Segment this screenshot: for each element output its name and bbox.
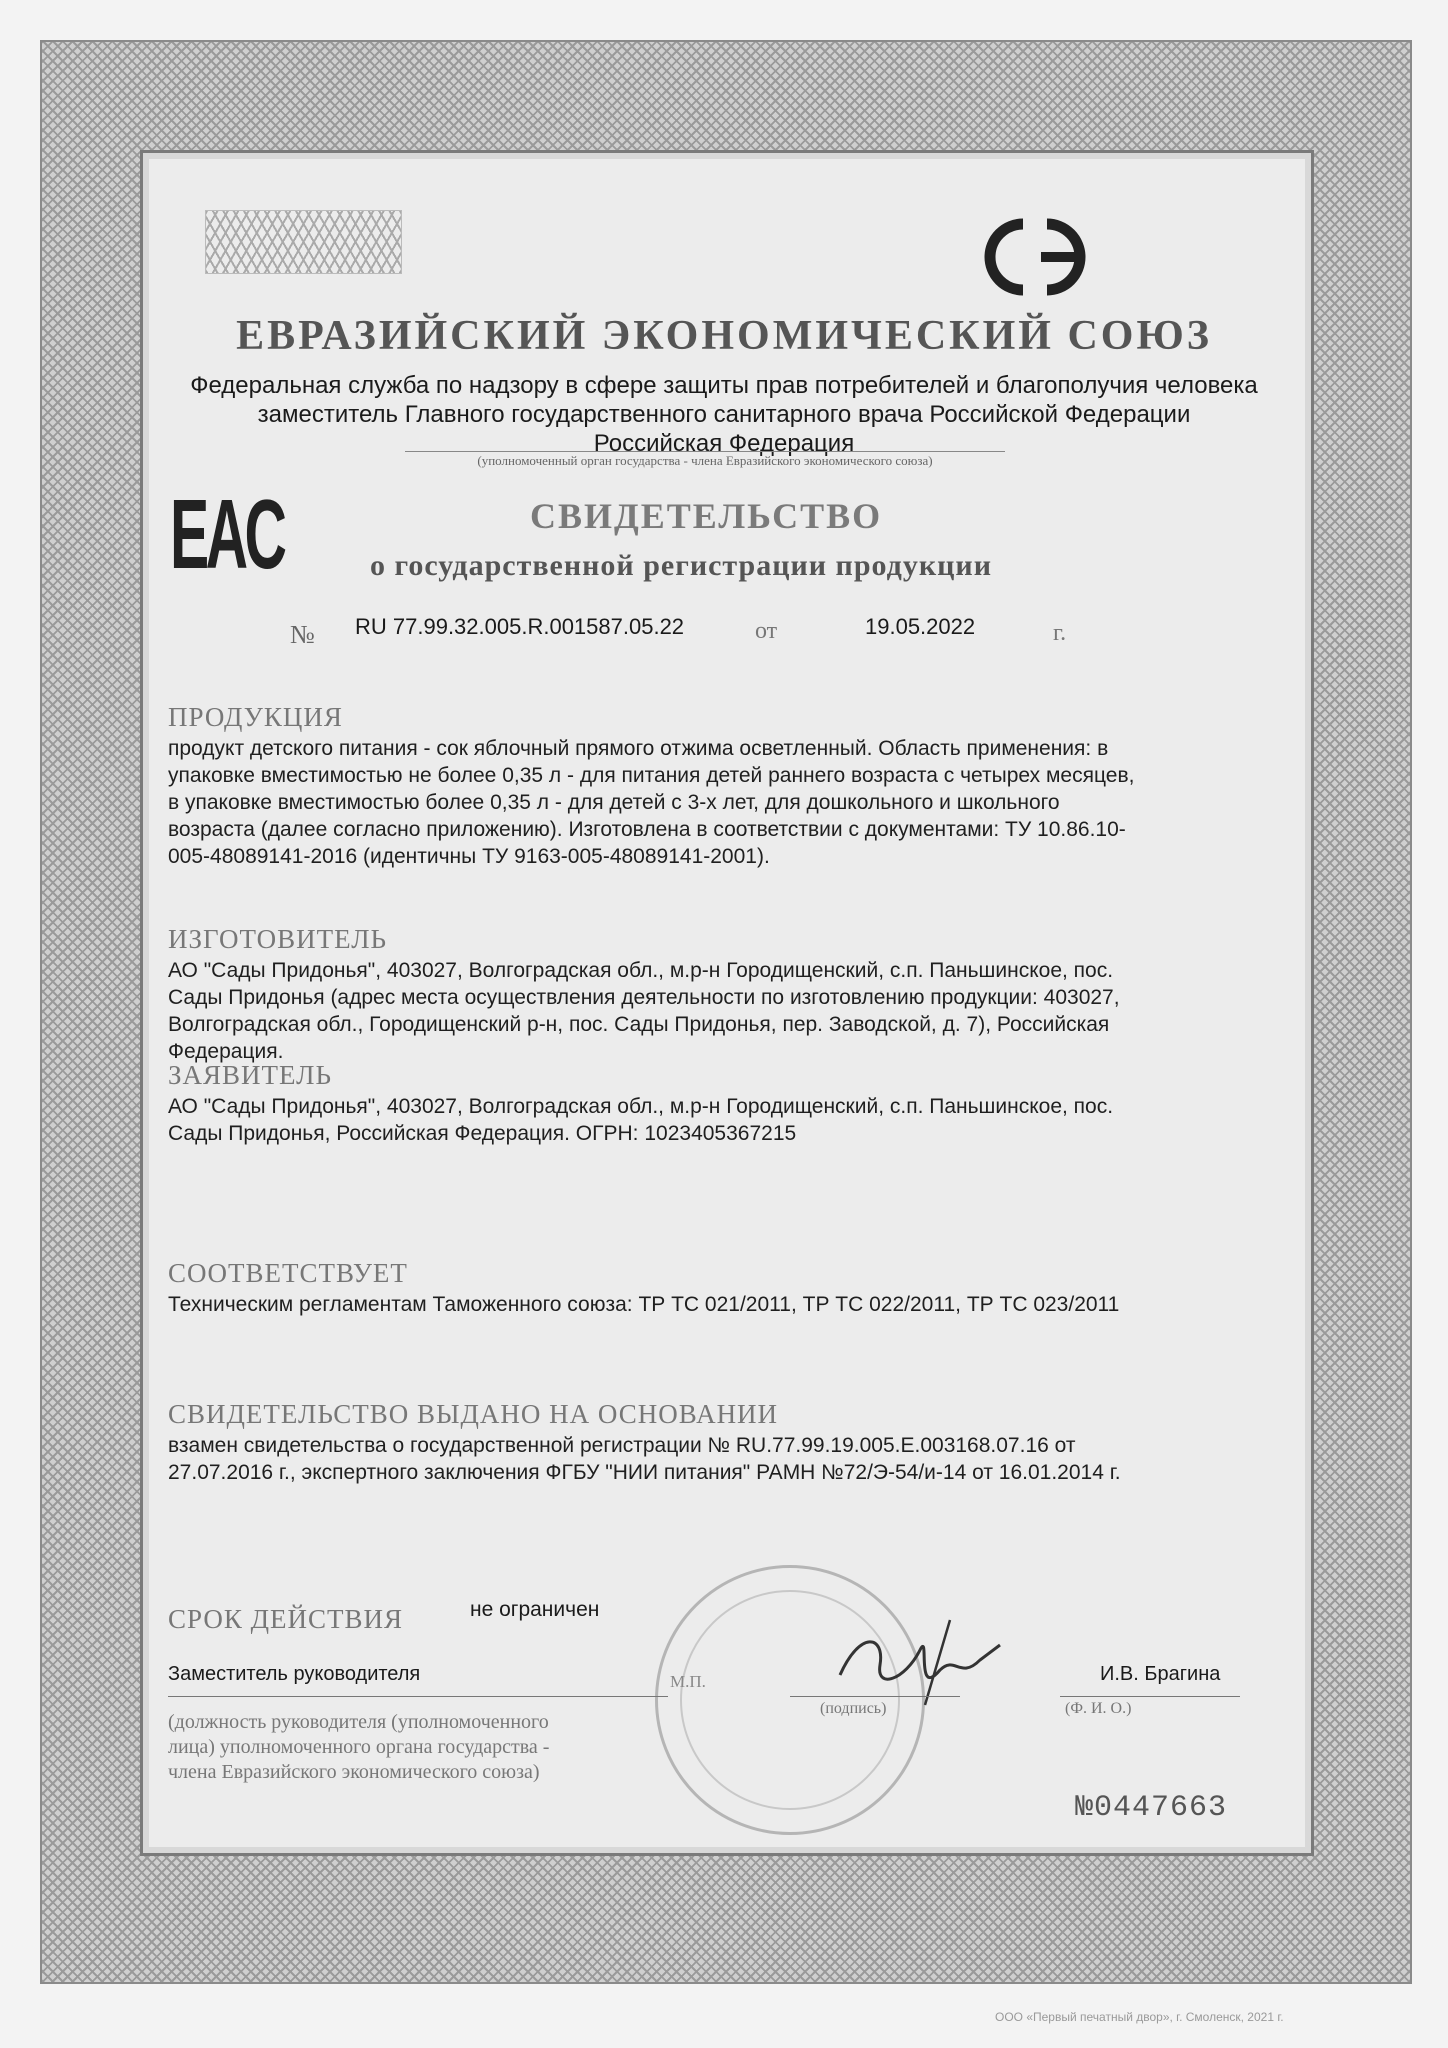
applicant-details (168, 1093, 1258, 1147)
validity-value: не ограничен (470, 1598, 600, 1621)
signature-caption: (подпись) (820, 1700, 887, 1717)
caption-line: (должность руководителя (уполномоченного (168, 1711, 549, 1733)
certificate-title: СВИДЕТЕЛЬСТВО (530, 496, 883, 536)
position-caption (168, 1710, 549, 1785)
signatory-name: И.В. Брагина (1100, 1663, 1221, 1685)
text-line: взамен свидетельства о государственной регистрации № RU.77.99.19.005.Е.003168.07.16 от (168, 1434, 1076, 1457)
authority-line-2: заместитель Главного государственного санитарного врача Российской Федерации (257, 401, 1191, 428)
manufacturer-label: ИЗГОТОВИТЕЛЬ (168, 924, 388, 954)
from-label: от (755, 618, 778, 644)
handwritten-signature-icon (830, 1610, 1010, 1710)
eac-mark: EAC (170, 479, 284, 589)
certificate-subtitle: о государственной регистрации продукции (370, 549, 992, 582)
position-underline (168, 1696, 668, 1697)
serial-number: №0447663 (1075, 1791, 1228, 1825)
text-line: Волгоградская обл., Городищенский р-н, пос. Сады Придонья, пер. Заводской, д. 7), Российская (168, 1013, 1110, 1036)
basis-label: СВИДЕТЕЛЬСТВО ВЫДАНО НА ОСНОВАНИИ (168, 1399, 779, 1429)
year-suffix: г. (1053, 620, 1067, 646)
basis-details (168, 1432, 1258, 1486)
name-underline (1060, 1696, 1240, 1697)
printer-footer: ООО «Первый печатный двор», г. Смоленск, 2021 г. (995, 2010, 1284, 2024)
text-line: в упаковке вместимостью более 0,35 л - для детей с 3-х лет, для дошкольного и школьного (168, 791, 1060, 814)
stamp-seal-label: М.П. (670, 1672, 706, 1691)
product-label: ПРОДУКЦИЯ (168, 702, 343, 732)
caption-line: лица) уполномоченного органа государства - (168, 1736, 550, 1758)
conforms-label: СООТВЕТСТВУЕТ (168, 1258, 408, 1288)
text-line: упаковке вместимостью не более 0,35 л - для питания детей раннего возраста с четырех месяцев, (168, 764, 1135, 787)
text-line: 27.07.2016 г., экспертного заключения ФГБУ "НИИ питания" РАМН №72/Э-54/и-14 от 16.01.2014 г. (168, 1461, 1121, 1484)
product-description (168, 735, 1258, 870)
caption-line: члена Евразийского экономического союза) (168, 1761, 540, 1783)
conforms-details (168, 1291, 1258, 1318)
text-line: АО "Сады Придонья", 403027, Волгоградская обл., м.р-н Городищенский, с.п. Паньшинское, пос. (168, 1095, 1114, 1118)
text-line: Техническим регламентам Таможенного союза: ТР ТС 021/2011, ТР ТС 022/2011, ТР ТС 023/2011 (168, 1293, 1120, 1316)
authority-caption: (уполномоченный орган государства - члена Евразийского экономического союза) (405, 451, 1005, 469)
registration-number: RU 77.99.32.005.R.001587.05.22 (355, 614, 685, 639)
authority-line-3: Российская Федерация (593, 430, 855, 457)
number-label: № (290, 620, 315, 649)
text-line: Федерация. (168, 1040, 284, 1063)
se-logo-icon (975, 212, 1095, 302)
text-line: Сады Придонья, Российская Федерация. ОГРН: 1023405367215 (168, 1122, 797, 1145)
validity-label: СРОК ДЕЙСТВИЯ (168, 1604, 404, 1634)
text-line: Сады Придонья (адрес места осуществления деятельности по изготовлению продукции: 403027, (168, 986, 1120, 1009)
text-line: возраста (далее согласно приложению). Изготовлена в соответствии с документами: ТУ 10.86.10- (168, 818, 1126, 841)
decorative-pattern (205, 210, 402, 274)
signatory-position: Заместитель руководителя (168, 1663, 421, 1685)
registration-date: 19.05.2022 (865, 614, 976, 639)
text-line: 005-48089141-2016 (идентичны ТУ 9163-005-48089141-2001). (168, 845, 770, 868)
text-line: продукт детского питания - сок яблочный прямого отжима осветленный. Область применения: в (168, 737, 1109, 760)
union-title: ЕВРАЗИЙСКИЙ ЭКОНОМИЧЕСКИЙ СОЮЗ (236, 313, 1212, 359)
signature-underline (790, 1696, 960, 1697)
name-caption: (Ф. И. О.) (1065, 1700, 1132, 1717)
text-line: АО "Сады Придонья", 403027, Волгоградская обл., м.р-н Городищенский, с.п. Паньшинское, пос. (168, 959, 1114, 982)
authority-line-1: Федеральная служба по надзору в сфере защиты прав потребителей и благополучия человека (190, 372, 1258, 399)
manufacturer-details (168, 957, 1258, 1065)
applicant-label: ЗАЯВИТЕЛЬ (168, 1060, 332, 1090)
